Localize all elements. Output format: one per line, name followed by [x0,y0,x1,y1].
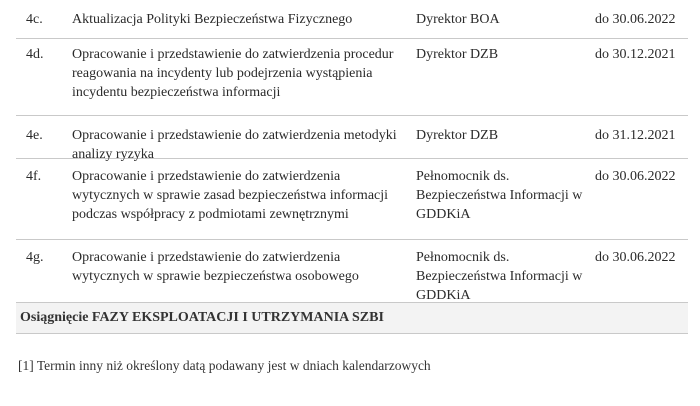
table-row [16,240,688,303]
table-row [16,159,688,240]
task-number: 4e. [26,128,43,143]
task-deadline: do 30.06.2022 [595,250,676,265]
phase-heading: Osiągnięcie FAZY EKSPLOATACJI I UTRZYMANIA SZBI [16,303,688,334]
task-description: Aktualizacja Polityki Bezpieczeństwa Fizycznego [72,12,353,27]
task-number: 4g. [26,250,44,265]
task-owner: Pełnomocnik ds. Bezpieczeństwa Informacji w GDDKiA [416,169,583,222]
tasks-table [16,0,688,334]
task-number: 4c. [26,12,43,27]
table-row [16,39,688,116]
table-row [16,116,688,162]
task-description: Opracowanie i przedstawienie do zatwierdzenia wytycznych w sprawie zasad bezpieczeństwa informacji podczas współpracy z podmiotami zewnętrznymi [72,169,389,222]
task-deadline: do 30.06.2022 [595,169,676,184]
task-description: Opracowanie i przedstawienie do zatwierdzenia procedur reagowania na incydenty lub podejrzenia wystąpienia incydentu bezpieczeństwa informacji [72,47,394,100]
task-owner: Dyrektor BOA [416,12,500,27]
task-number: 4d. [26,47,44,62]
task-number: 4f. [26,169,42,184]
task-owner: Dyrektor DZB [416,47,499,62]
task-deadline: do 30.12.2021 [595,47,676,62]
task-owner: Dyrektor DZB [416,128,499,143]
task-deadline: do 31.12.2021 [595,128,676,143]
table-row [16,0,688,39]
task-owner: Pełnomocnik ds. Bezpieczeństwa Informacji w GDDKiA [416,250,583,303]
task-description: Opracowanie i przedstawienie do zatwierdzenia metodyki analizy ryzyka [72,128,397,162]
task-deadline: do 30.06.2022 [595,12,676,27]
task-description: Opracowanie i przedstawienie do zatwierdzenia wytycznych w sprawie bezpieczeństwa osobowego [72,250,359,284]
footnote: [1] Termin inny niż określony datą podawany jest w dniach kalendarzowych [18,358,431,373]
